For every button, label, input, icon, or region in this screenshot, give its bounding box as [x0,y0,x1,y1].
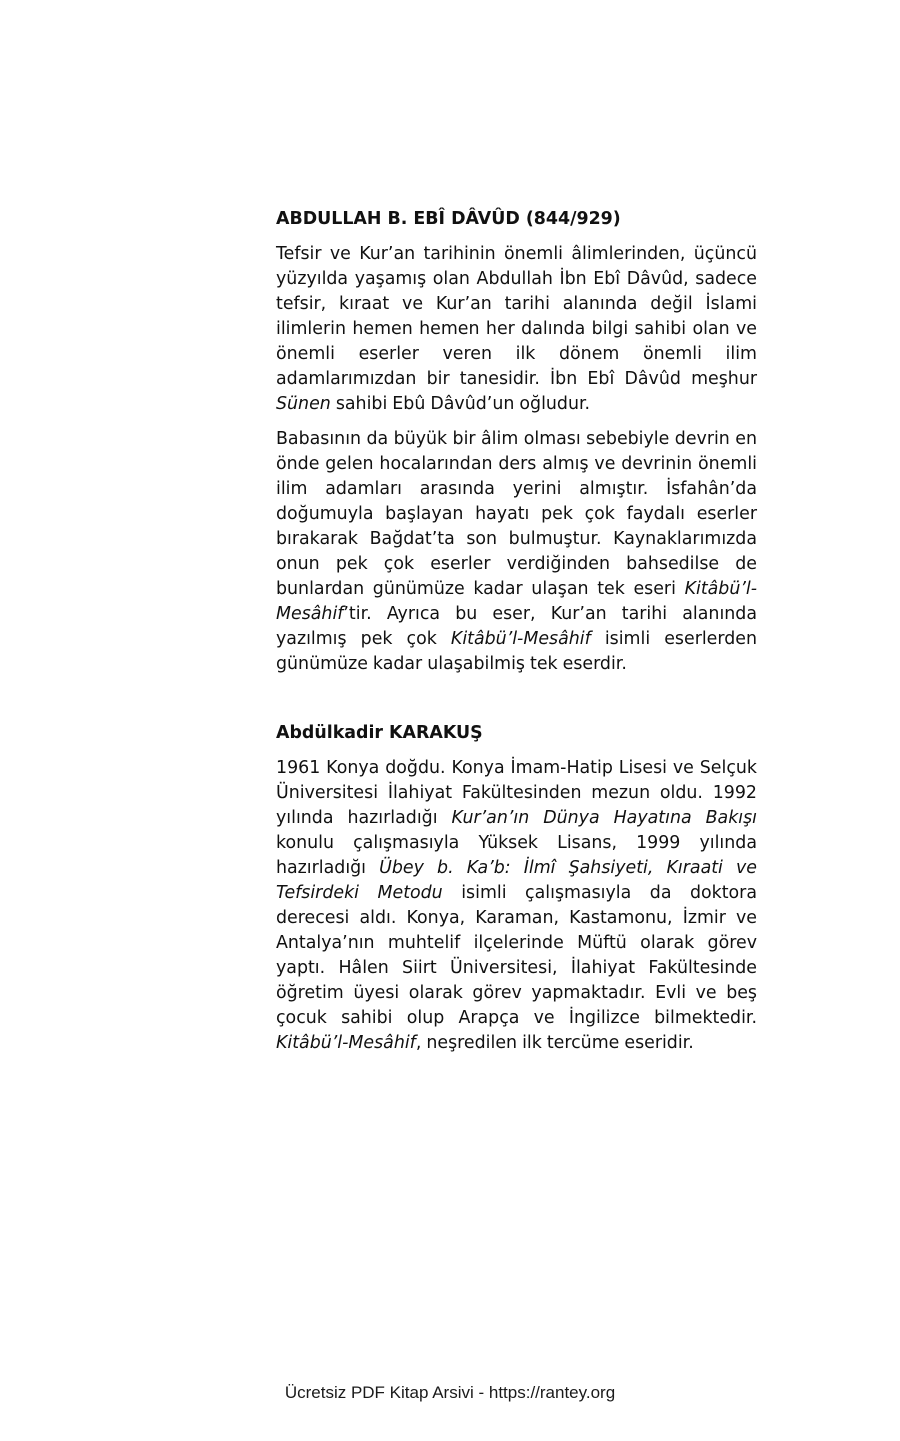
paragraph [276,756,757,1056]
italic-title: Kitâbü’l-Mesâhif [450,629,591,649]
text-run: konulu çalışmasıyla Yüksek Lisans, 1999 yılında hazırladığı [276,833,757,878]
italic-title: Kitâbü’l-Mesâhif [276,579,757,624]
text-run: isimli çalışmasıyla da doktora derecesi aldı. Konya, Karaman, Kastamonu, İzmir ve Antalya’nın muhtelif ilçelerinde Müftü olarak görev yaptı. Hâlen Siirt Üniversitesi, İlahiyat Fakültesinde öğretim üyesi olarak görev yapmaktadır. Evli ve beş çocuk sahibi olup Arapça ve İngilizce bilmektedir. [276,883,757,1028]
paragraph [276,427,757,677]
italic-title: Kur’an’ın Dünya Hayatına Bakışı [451,808,757,828]
text-run: 1961 Konya doğdu. Konya İmam-Hatip Lisesi ve Selçuk Üniversitesi İlahiyat Fakültesinden mezun oldu. 1992 yılında hazırladığı [276,758,757,828]
footer-watermark: Ücretsiz PDF Kitap Arsivi - https://rantey.org [284,1383,616,1402]
section-title: Abdülkadir KARAKUŞ [276,723,483,743]
text-run: , neşredilen ilk tercüme eseridir. [415,1033,694,1053]
text-run: sahibi Ebû Dâvûd’un oğludur. [330,394,591,414]
section-title: ABDULLAH B. EBÎ DÂVÛD (844/929) [276,209,621,229]
italic-title: Sünen [276,394,331,414]
italic-title: Kitâbü’l-Mesâhif [276,1033,416,1053]
paragraph [276,242,757,417]
text-run: Tefsir ve Kur’an tarihinin önemli âlimlerinden, üçüncü yüzyılda yaşamış olan Abdullah İbn Ebî Dâvûd, sadece tefsir, kıraat ve Kur’an tarihi alanında değil İslami ilimlerin hemen hemen her dalında bilgi sahibi olan ve önemli eserler veren ilk dönem önemli ilim adamlarımızdan bir tanesidir. İbn Ebî Dâvûd meşhur [276,244,757,389]
text-run: ’tir. Ayrıca bu eser, Kur’an tarihi alanında yazılmış pek çok [276,604,757,649]
page-content [276,207,757,1066]
section-author-abdullah [276,207,757,677]
section-translator-karakus [276,721,757,1056]
italic-title: Übey b. Ka’b: İlmî Şahsiyeti, Kıraati ve Tefsirdeki Metodu [276,858,757,903]
text-run: isimli eserlerden günümüze kadar ulaşabilmiş tek eserdir. [276,629,757,674]
text-run: Babasının da büyük bir âlim olması sebebiyle devrin en önde gelen hocalarından ders almış ve devrinin önemli ilim adamları arasında yerini almıştır. İsfahân’da doğumuyla başlayan hayatı pek çok faydalı eserler bırakarak Bağdat’ta son bulmuştur. Kaynaklarımızda onun pek çok eserler verdiğinden bahsedilse de bunlardan günümüze kadar ulaşan tek eseri [276,429,757,599]
